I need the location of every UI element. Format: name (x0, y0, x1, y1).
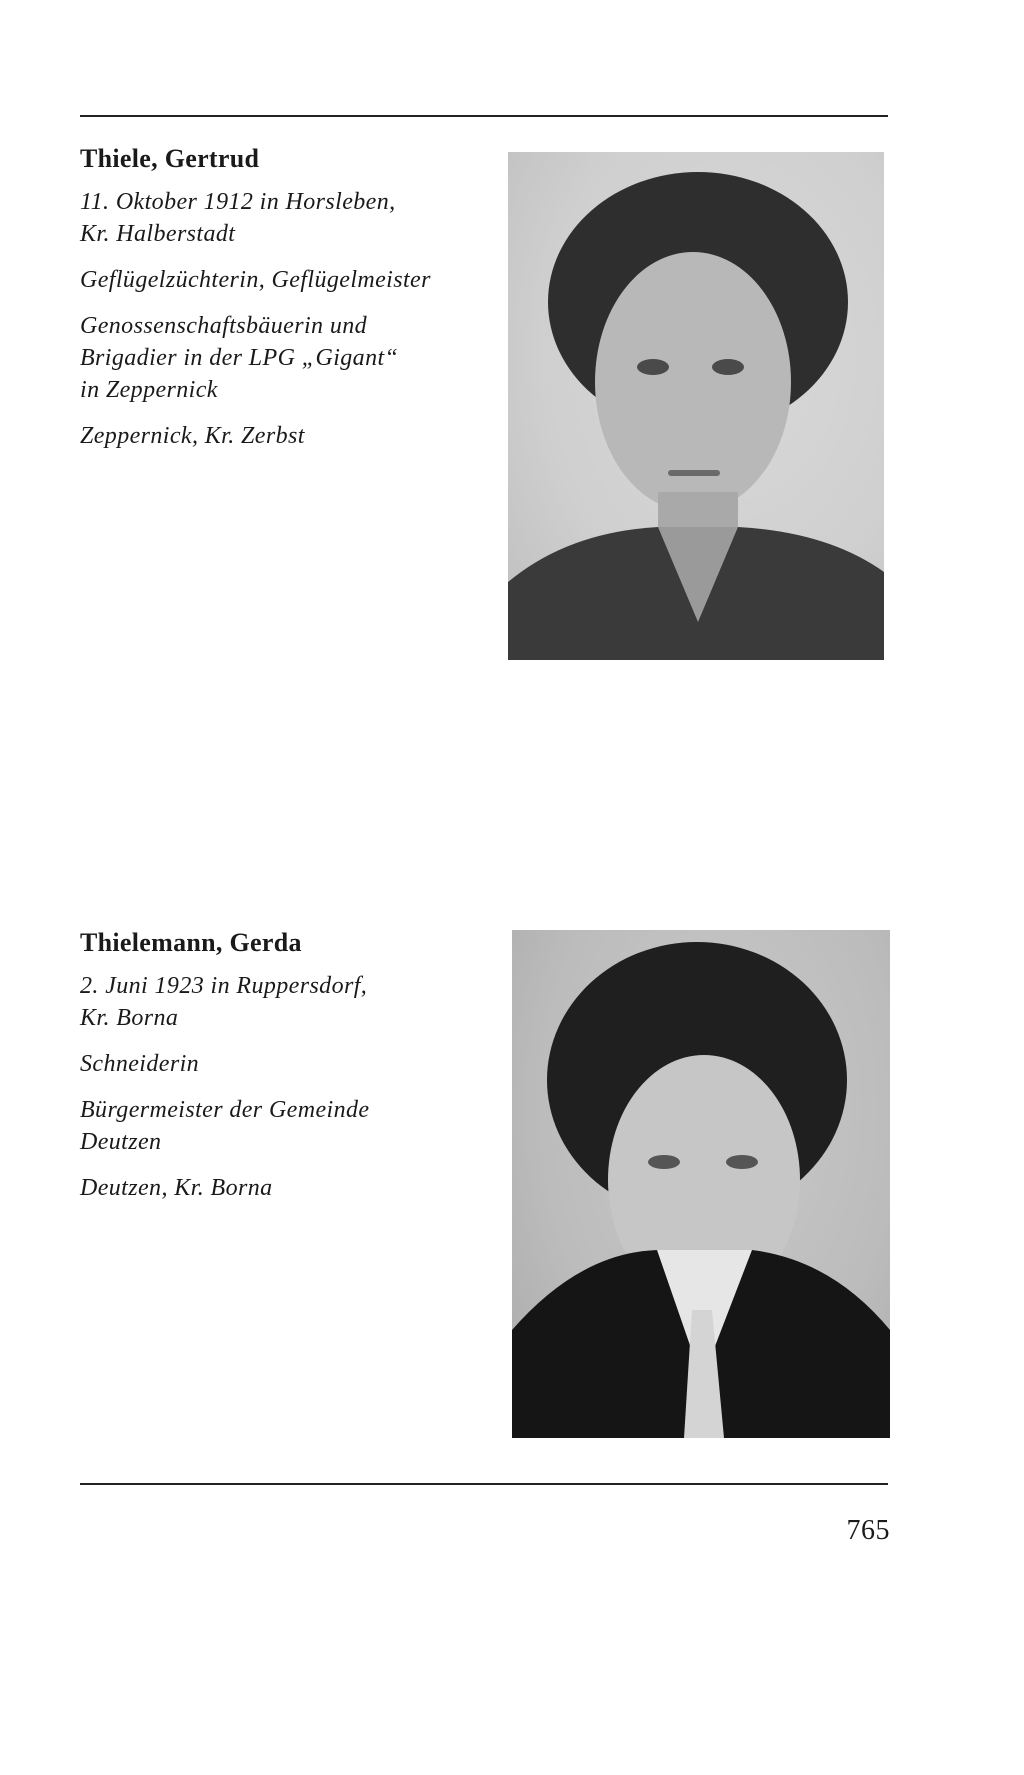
birth-line: 2. Juni 1923 in Ruppersdorf, (80, 973, 368, 999)
residence (80, 420, 480, 452)
residence (80, 1172, 480, 1204)
birth-line: Kr. Borna (80, 1005, 179, 1031)
portrait-eye (712, 359, 744, 375)
portrait-illustration (508, 152, 884, 660)
position-line: Genossenschaftsbäuerin und (80, 313, 368, 339)
profession (80, 1048, 480, 1080)
birth-line: 11. Oktober 1912 in Horsleben, (80, 189, 396, 215)
birth-info (80, 970, 480, 1034)
page-number: 765 (846, 1515, 890, 1546)
person-name: Thielemann, Gerda (80, 928, 302, 957)
residence-line: Zeppernick, Kr. Zerbst (80, 423, 305, 449)
profession (80, 264, 480, 296)
person-name: Thiele, Gertrud (80, 144, 260, 173)
residence-line: Deutzen, Kr. Borna (80, 1175, 273, 1201)
birth-info (80, 186, 480, 250)
profession-line: Geflügelzüchterin, Geflügelmeister (80, 267, 431, 293)
portrait-mouth (668, 470, 720, 476)
portrait-eye (637, 359, 669, 375)
position-line: Brigadier in der LPG „Gigant“ (80, 345, 399, 371)
portrait-eye (726, 1155, 758, 1169)
portrait-eye (648, 1155, 680, 1169)
position-line: Deutzen (80, 1129, 162, 1155)
position-line: Bürgermeister der Gemeinde (80, 1097, 370, 1123)
profession-line: Schneiderin (80, 1051, 200, 1077)
entry-thielemann-gerda (80, 926, 480, 1218)
position-line: in Zeppernick (80, 377, 218, 403)
entry-thiele-gertrud (80, 142, 480, 466)
position (80, 1094, 480, 1158)
portrait-illustration (512, 930, 890, 1438)
bottom-rule (80, 1483, 888, 1485)
portrait-photo (508, 152, 884, 660)
birth-line: Kr. Halberstadt (80, 221, 236, 247)
top-rule (80, 115, 888, 117)
position (80, 310, 480, 406)
portrait-photo (512, 930, 890, 1438)
